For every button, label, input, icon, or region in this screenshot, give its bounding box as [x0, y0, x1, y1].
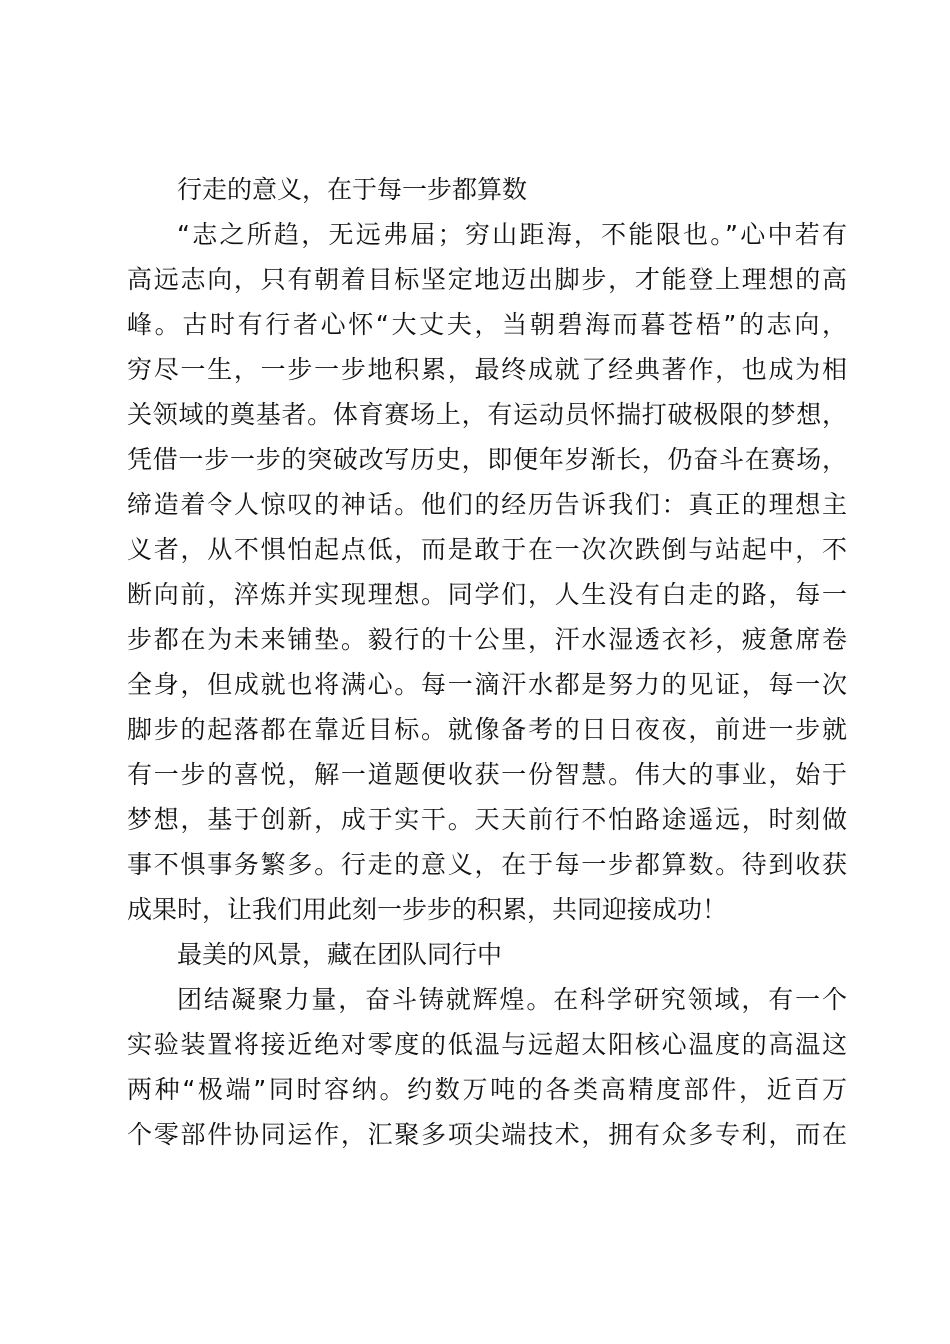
paragraph-1-line-11: 全身，但成就也将满心。每一滴汗水都是努力的见证，每一次	[127, 670, 847, 699]
document-body	[127, 167, 847, 1157]
paragraph-1-line-5: 关领域的奠基者。体育赛场上，有运动员怀揣打破极限的梦想，	[127, 400, 847, 429]
paragraph-1-line-4: 穷尽一生，一步一步地积累，最终成就了经典著作，也成为相	[127, 355, 847, 384]
paragraph-2-line-2: 实验装置将接近绝对零度的低温与远超太阳核心温度的高温这	[127, 1030, 847, 1059]
paragraph-1-line-12: 脚步的起落都在靠近目标。就像备考的日日夜夜，前进一步就	[127, 715, 847, 744]
paragraph-1-line-10: 步都在为未来铺垫。毅行的十公里，汗水湿透衣衫，疲惫席卷	[127, 625, 847, 654]
paragraph-1-line-2: 高远志向，只有朝着目标坚定地迈出脚步，才能登上理想的高	[127, 265, 847, 294]
paragraph-1-line-9: 断向前，淬炼并实现理想。同学们，人生没有白走的路，每一	[127, 580, 847, 609]
paragraph-1-line-8: 义者，从不惧怕起点低，而是敢于在一次次跌倒与站起中，不	[127, 535, 847, 564]
paragraph-1-line-15: 事不惧事务繁多。行走的意义，在于每一步都算数。待到收获	[127, 850, 847, 879]
paragraph-1-line-13: 有一步的喜悦，解一道题便收获一份智慧。伟大的事业，始于	[127, 760, 847, 789]
paragraph-2-line-4: 个零部件协同运作，汇聚多项尖端技术，拥有众多专利，而在	[127, 1120, 847, 1149]
paragraph-2-line-3: 两种“极端”同时容纳。约数万吨的各类高精度部件，近百万	[127, 1075, 847, 1104]
paragraph-2-line-1: 团结凝聚力量，奋斗铸就辉煌。在科学研究领域，有一个	[177, 985, 847, 1014]
section-heading-1: 行走的意义，在于每一步都算数	[177, 175, 528, 204]
paragraph-1-line-14: 梦想，基于创新，成于实干。天天前行不怕路途遥远，时刻做	[127, 805, 847, 834]
paragraph-1-line-1: “志之所趋，无远弗届；穷山距海，不能限也。”心中若有	[177, 220, 847, 249]
paragraph-1-line-3: 峰。古时有行者心怀“大丈夫，当朝碧海而暮苍梧”的志向，	[127, 310, 847, 339]
paragraph-1-line-7: 缔造着令人惊叹的神话。他们的经历告诉我们：真正的理想主	[127, 490, 847, 519]
paragraph-1-line-6: 凭借一步一步的突破改写历史，即便年岁渐长，仍奋斗在赛场，	[127, 445, 847, 474]
paragraph-1-line-16: 成果时，让我们用此刻一步步的积累，共同迎接成功！	[127, 895, 728, 924]
section-heading-2: 最美的风景，藏在团队同行中	[177, 940, 503, 969]
